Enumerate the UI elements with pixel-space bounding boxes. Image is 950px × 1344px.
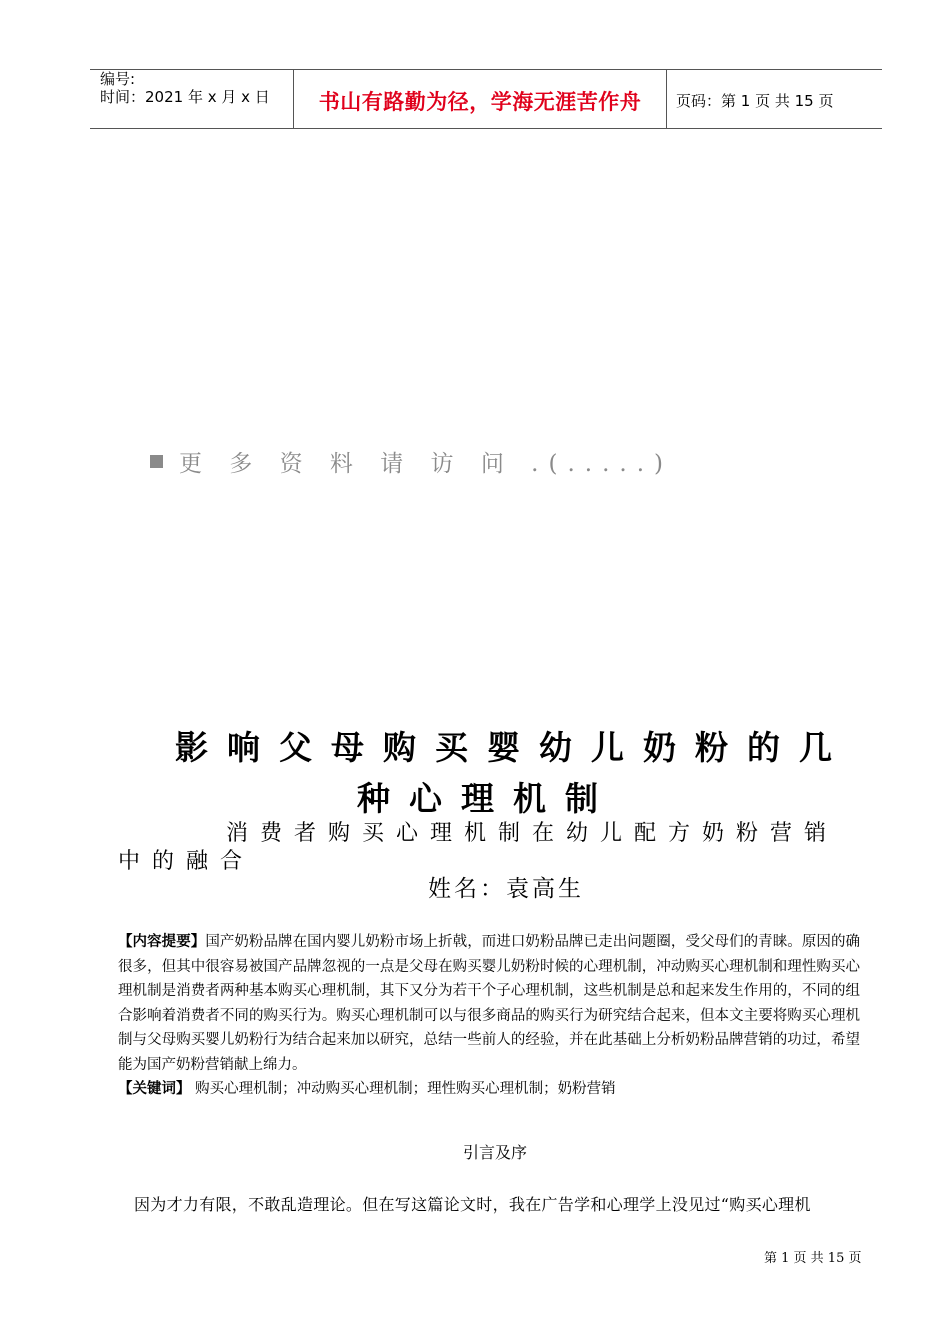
body-paragraph: 因为才力有限，不敢乱造理论。但在写这篇论文时，我在广告学和心理学上没见过“购买心理机 (134, 1195, 811, 1214)
promo-line (150, 445, 673, 478)
square-bullet-icon (150, 455, 163, 468)
header-page-info: 页码：第 1 页 共 15 页 (676, 92, 834, 110)
document-author: 姓名：袁高生 (428, 876, 584, 902)
section-title: 引言及序 (462, 1143, 527, 1162)
promo-text: 更 多 资 料 请 访 问 .(.....) (179, 451, 673, 477)
header-number-label: 编号: (100, 70, 136, 88)
keywords-label: 【关键词】 (118, 1081, 191, 1097)
abstract-block (118, 930, 860, 1102)
abstract-text: 国产奶粉品牌在国内婴儿奶粉市场上折戟，而进口奶粉品牌已走出问题圈，受父母们的青睐。原因的确很多，但其中很容易被国产品牌忽视的一点是父母在购买婴儿奶粉时候的心理机制，冲动购买心理机制和理性购买心理机制是消费者两种基本购买心理机制，其下又分为若干个子心理机制，这些机制是总和起来发生作用的，不同的组合影响着消费者不同的购买行为。购买心理机制可以与很多商品的购买行为研究结合起来，但本文主要将购买心理机制与父母购买婴儿奶粉行为结合起来加以研究，总结一些前人的经验，并在此基础上分析奶粉品牌营销的功过，希望能为国产奶粉营销献上绵力。 (118, 934, 861, 1073)
header-time-label: 时间：2021 年 x 月 x 日 (100, 88, 270, 106)
header-bottom-rule (90, 128, 882, 129)
header-separator-right (666, 70, 667, 128)
document-title-line1: 影响父母购买婴幼儿奶粉的几 (175, 728, 851, 767)
document-title-line2: 种心理机制 (357, 779, 617, 818)
header-meta (100, 70, 270, 106)
keywords-text: 购买心理机制；冲动购买心理机制；理性购买心理机制；奶粉营销 (195, 1081, 616, 1097)
abstract-label: 【内容提要】 (118, 934, 206, 950)
footer-page-info: 第 1 页 共 15 页 (764, 1251, 862, 1266)
document-subtitle: 消费者购买心理机制在幼儿配方奶粉营销中的融合 (118, 821, 839, 874)
header-motto: 书山有路勤为径，学海无涯苦作舟 (318, 90, 642, 114)
